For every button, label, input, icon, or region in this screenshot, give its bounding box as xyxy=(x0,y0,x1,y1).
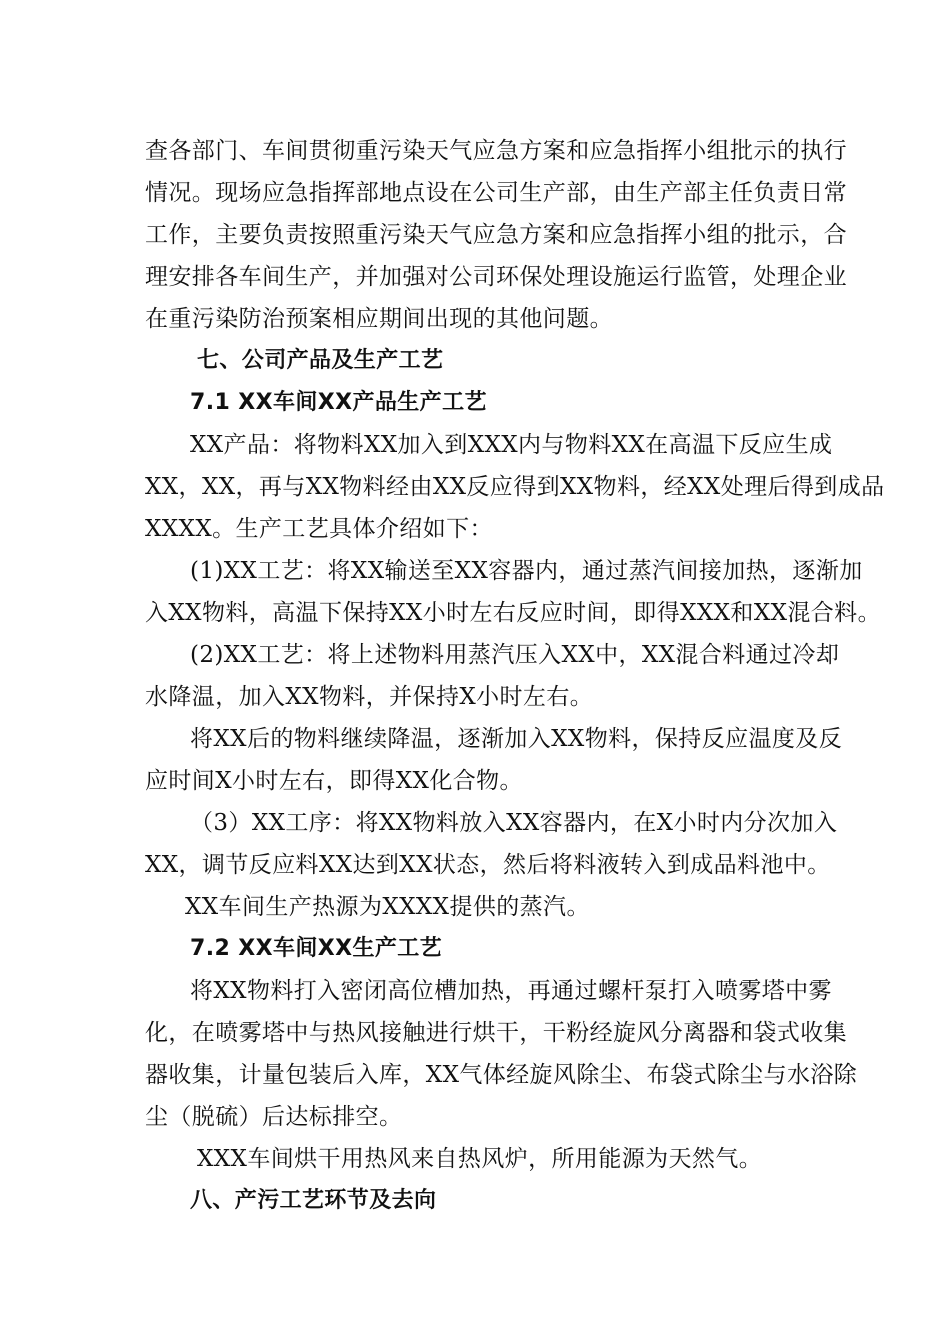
paragraph-line: XX，XX，再与XX物料经由XX反应得到XX物料，经XX处理后得到成品 xyxy=(145,474,885,500)
paragraph-line: 化，在喷雾塔中与热风接触进行烘干，干粉经旋风分离器和袋式收集 xyxy=(145,1020,847,1046)
section-heading-7-1: 7.1 XX车间XX产品生产工艺 xyxy=(190,390,487,415)
paragraph-line: XXXX。生产工艺具体介绍如下： xyxy=(145,516,493,542)
paragraph-line: 尘（脱硫）后达标排空。 xyxy=(145,1104,403,1130)
paragraph-line: XX车间生产热源为XXXX提供的蒸汽。 xyxy=(185,894,590,920)
paragraph-line: 查各部门、车间贯彻重污染天气应急方案和应急指挥小组批示的执行 xyxy=(145,138,847,164)
paragraph-line: XX，调节反应料XX达到XX状态，然后将料液转入到成品料池中。 xyxy=(145,852,831,878)
paragraph-line: 理安排各车间生产，并加强对公司环保处理设施运行监管，处理企业 xyxy=(145,264,847,290)
section-heading-7-2: 7.2 XX车间XX生产工艺 xyxy=(190,936,443,961)
paragraph-line: 器收集，计量包装后入库，XX气体经旋风除尘、布袋式除尘与水浴除 xyxy=(145,1062,858,1088)
paragraph-line: 情况。现场应急指挥部地点设在公司生产部，由生产部主任负责日常 xyxy=(145,180,847,206)
paragraph-line: XXX车间烘干用热风来自热风炉，所用能源为天然气。 xyxy=(197,1146,763,1172)
paragraph-line: 应时间X小时左右，即得XX化合物。 xyxy=(145,768,523,794)
section-heading-8: 八、产污工艺环节及去向 xyxy=(190,1188,437,1213)
paragraph-line: (2)XX工艺：将上述物料用蒸汽压入XX中，XX混合料通过冷却 xyxy=(190,642,840,668)
paragraph-line: 将XX后的物料继续降温，逐渐加入XX物料，保持反应温度及反 xyxy=(190,726,843,752)
paragraph-line: XX产品：将物料XX加入到XXX内与物料XX在高温下反应生成 xyxy=(190,432,833,458)
paragraph-line: 在重污染防治预案相应期间出现的其他问题。 xyxy=(145,306,613,332)
paragraph-line: 入XX物料，高温下保持XX小时左右反应时间，即得XXX和XX混合料。 xyxy=(145,600,881,626)
paragraph-line: 水降温，加入XX物料，并保持X小时左右。 xyxy=(145,684,594,710)
paragraph-line: （3）XX工序：将XX物料放入XX容器内，在X小时内分次加入 xyxy=(190,810,838,836)
paragraph-line: 工作，主要负责按照重污染天气应急方案和应急指挥小组的批示，合 xyxy=(145,222,847,248)
paragraph-line: (1)XX工艺：将XX输送至XX容器内，通过蒸汽间接加热，逐渐加 xyxy=(190,558,863,584)
section-heading-7: 七、公司产品及生产工艺 xyxy=(197,348,444,373)
paragraph-line: 将XX物料打入密闭高位槽加热，再通过螺杆泵打入喷雾塔中雾 xyxy=(190,978,832,1004)
